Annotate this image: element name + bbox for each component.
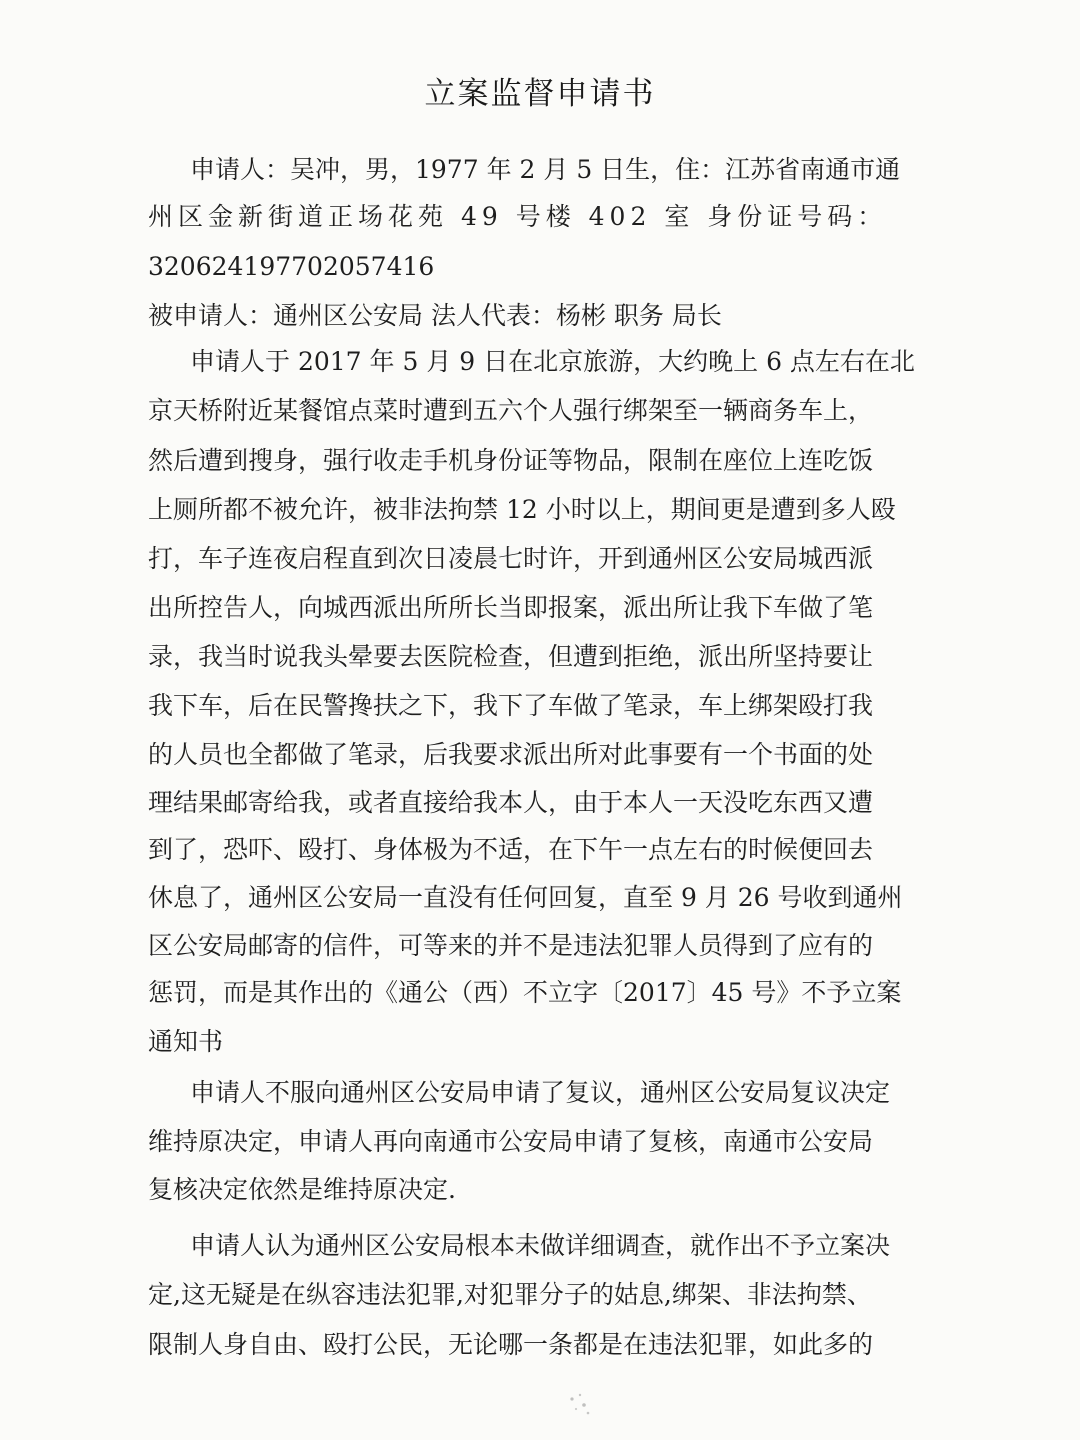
- text-line: 京天桥附近某餐馆点菜时遭到五六个人强行绑架至一辆商务车上，: [148, 396, 874, 425]
- text-line: 然后遭到搜身，强行收走手机身份证等物品，限制在座位上连吃饭: [148, 446, 874, 475]
- text-line: 被申请人：通州区公安局 法人代表：杨彬 职务 局长: [148, 301, 722, 330]
- text-line: 定,这无疑是在纵容违法犯罪,对犯罪分子的姑息,绑架、非法拘禁、: [148, 1280, 872, 1309]
- text-line: 惩罚，而是其作出的《通公（西）不立字〔2017〕45 号》不予立案: [148, 978, 902, 1007]
- text-line: 维持原决定，申请人再向南通市公安局申请了复核，南通市公安局: [148, 1127, 874, 1156]
- text-line: 申请人不服向通州区公安局申请了复议，通州区公安局复议决定: [190, 1078, 891, 1107]
- text-line: 到了，恐吓、殴打、身体极为不适，在下午一点左右的时候便回去: [148, 835, 874, 864]
- text-line: 通知书: [148, 1027, 224, 1056]
- text-line: 录，我当时说我头晕要去医院检查，但遭到拒绝，派出所坚持要让: [148, 642, 874, 671]
- text-line: 复核决定依然是维持原决定.: [148, 1175, 456, 1204]
- document-title: 立案监督申请书: [424, 76, 656, 112]
- text-line: 320624197702057416: [148, 252, 435, 281]
- paper-speck-mark: [560, 1385, 600, 1425]
- text-line: 出所控告人，向城西派出所所长当即报案，派出所让我下车做了笔: [148, 593, 874, 622]
- text-line: 申请人认为通州区公安局根本未做详细调查，就作出不予立案决: [190, 1231, 891, 1260]
- text-line: 限制人身自由、殴打公民，无论哪一条都是在违法犯罪，如此多的: [148, 1330, 874, 1359]
- text-line: 理结果邮寄给我，或者直接给我本人，由于本人一天没吃东西又遭: [148, 788, 874, 817]
- text-line: 上厕所都不被允许，被非法拘禁 12 小时以上，期间更是遭到多人殴: [148, 495, 896, 524]
- text-line: 的人员也全都做了笔录，后我要求派出所对此事要有一个书面的处: [148, 740, 874, 769]
- text-line: 申请人：吴冲，男，1977 年 2 月 5 日生，住：江苏省南通市通: [190, 155, 901, 184]
- text-line: 州区金新街道正场花苑 49 号楼 402 室 身份证号码：: [148, 202, 888, 231]
- text-line: 我下车，后在民警搀扶之下，我下了车做了笔录，车上绑架殴打我: [148, 691, 874, 720]
- text-line: 区公安局邮寄的信件，可等来的并不是违法犯罪人员得到了应有的: [148, 931, 874, 960]
- text-line: 申请人于 2017 年 5 月 9 日在北京旅游，大约晚上 6 点左右在北: [190, 347, 915, 376]
- text-line: 休息了，通州区公安局一直没有任何回复，直至 9 月 26 号收到通州: [148, 883, 903, 912]
- text-line: 打，车子连夜启程直到次日凌晨七时许，开到通州区公安局城西派: [148, 544, 874, 573]
